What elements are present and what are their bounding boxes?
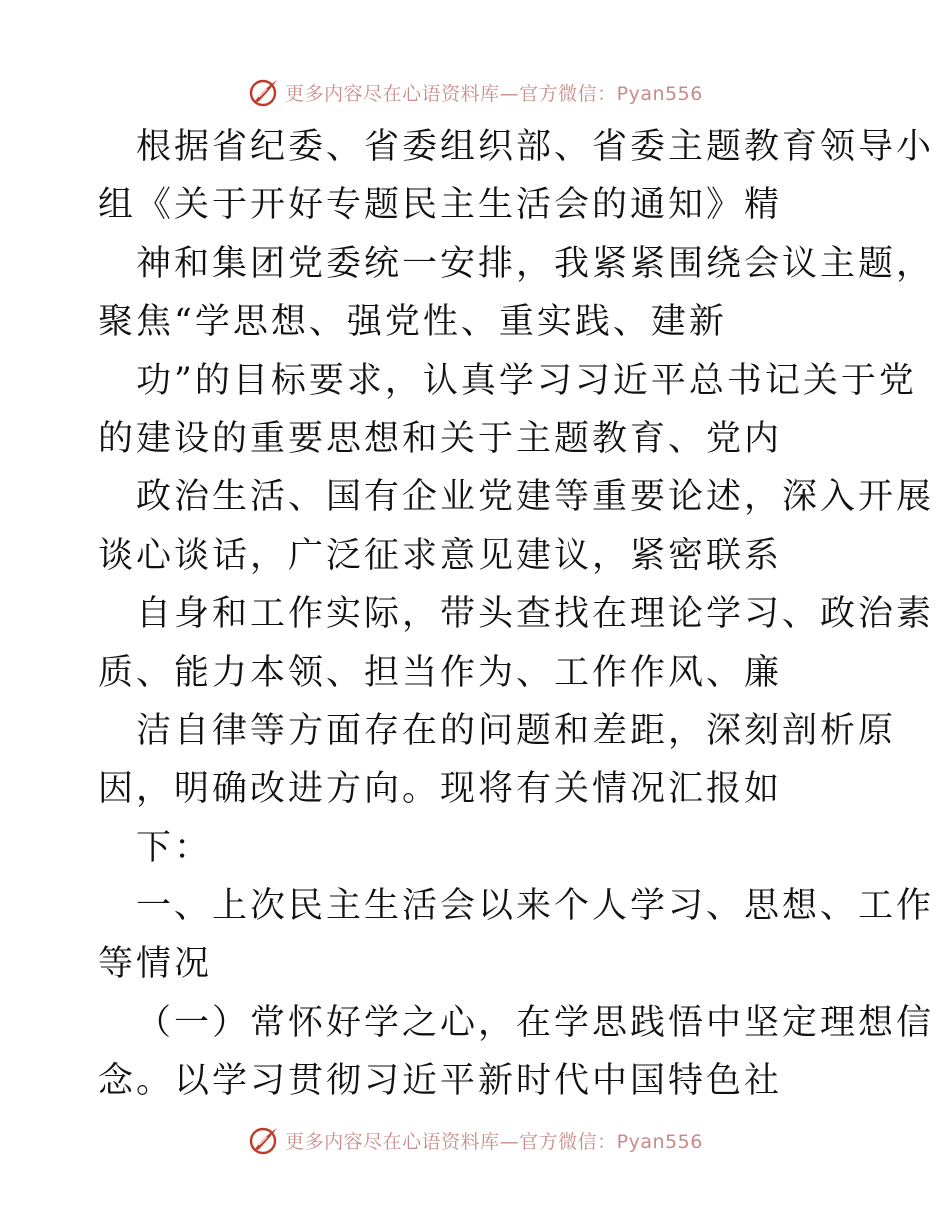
paragraph-line: 组《关于开好专题民主生活会的通知》精	[98, 185, 783, 226]
subsection-heading: （一）常怀好学之心，在学思践悟中坚定理想信	[136, 1002, 935, 1043]
paragraph-line: 因，明确改进方向。现将有关情况汇报如	[98, 769, 783, 810]
paragraph-line: 质、能力本领、担当作为、工作作风、廉	[98, 652, 783, 693]
section-heading: 一、上次民主生活会以来个人学习、思想、工作	[136, 886, 935, 927]
paragraph-line: 谈心谈话，广泛征求意见建议，紧密联系	[98, 535, 783, 576]
paragraph-line: 洁自律等方面存在的问题和差距，深刻剖析原	[136, 710, 897, 751]
quill-logo-icon	[247, 75, 281, 109]
document-body	[98, 118, 935, 1111]
watermark-footer	[0, 1118, 950, 1162]
watermark-header	[0, 70, 950, 114]
paragraph-line: 自身和工作实际，带头查找在理论学习、政治素	[136, 594, 935, 635]
paragraph-line: 聚焦“学思想、强党性、重实践、建新	[98, 302, 727, 343]
paragraph-line: 功”的目标要求，认真学习习近平总书记关于党	[136, 360, 917, 401]
watermark-text: 更多内容尽在心语资料库—官方微信：Pyan556	[285, 82, 703, 105]
paragraph-line: 根据省纪委、省委组织部、省委主题教育领导小	[136, 127, 935, 167]
watermark-text: 更多内容尽在心语资料库—官方微信：Pyan556	[285, 1130, 703, 1153]
paragraph-line: 的建设的重要思想和关于主题教育、党内	[98, 418, 783, 459]
paragraph-line: 神和集团党委统一安排，我紧紧围绕会议主题，	[136, 243, 935, 284]
paragraph-line: 下：	[136, 827, 213, 868]
paragraph-line: 政治生活、国有企业党建等重要论述，深入开展	[136, 477, 935, 518]
quill-logo-icon	[247, 1123, 281, 1157]
section-heading-continuation: 等情况	[98, 944, 213, 985]
subsection-text: 念。以学习贯彻习近平新时代中国特色社	[98, 1061, 783, 1102]
